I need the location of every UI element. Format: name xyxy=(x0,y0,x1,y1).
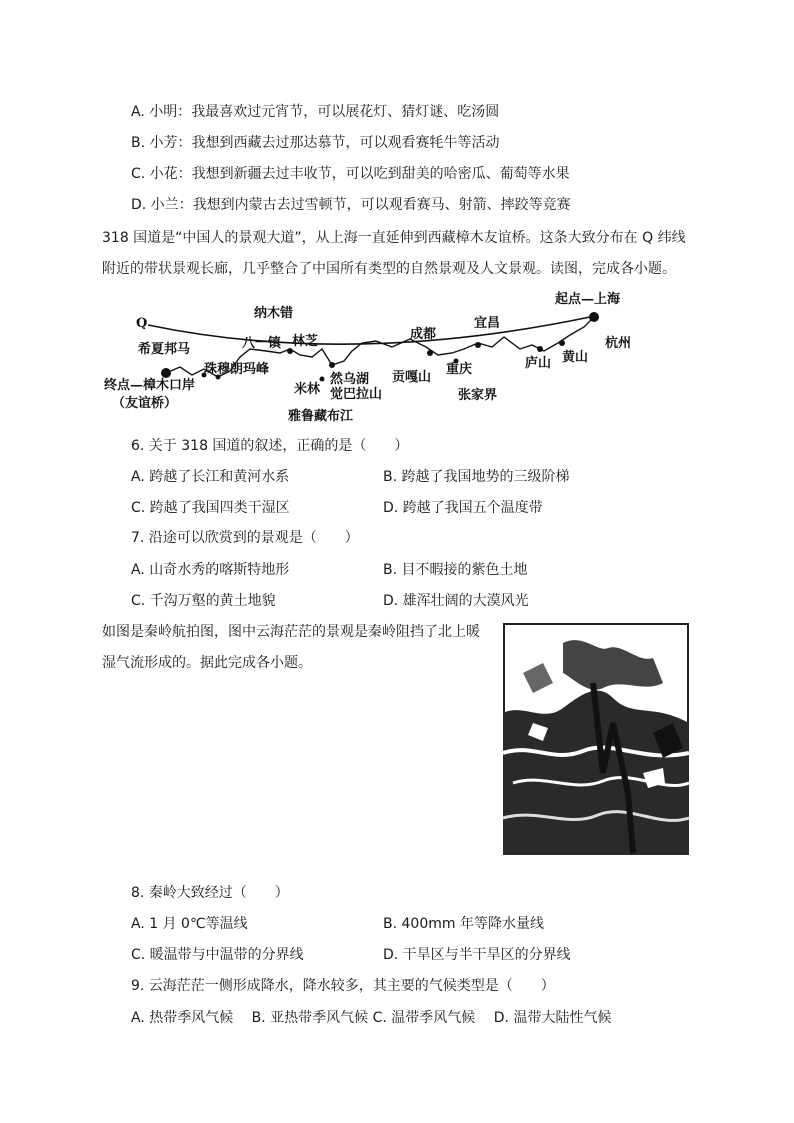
q7-option-c: C. 千沟万壑的黄土地貌 xyxy=(131,593,276,609)
q9-stem: 9. 云海茫茫一侧形成降水，降水较多，其主要的气候类型是（ ） xyxy=(131,978,555,994)
q5-option-a: A. 小明：我最喜欢过元宵节，可以展花灯、猜灯谜、吃汤圆 xyxy=(131,104,500,120)
map-label-xixiabangma: 希夏邦马 xyxy=(138,342,191,357)
q6-option-c: C. 跨越了我国四类干湿区 xyxy=(131,500,290,516)
q6-stem: 6. 关于 318 国道的叙述，正确的是（ ） xyxy=(131,438,409,454)
q8-option-c: C. 暖温带与中温带的分界线 xyxy=(131,947,304,963)
map-label-namco: 纳木错 xyxy=(254,306,294,321)
map-label-hangzhou: 杭州 xyxy=(605,336,632,351)
map-label-zhangjiajie: 张家界 xyxy=(458,388,498,403)
q7-option-d: D. 雄浑壮阔的大漠风光 xyxy=(383,593,529,609)
latitude-line-q xyxy=(148,317,590,344)
map-label-bayi: 八一镇 xyxy=(242,336,282,351)
map-label-chengdu: 成都 xyxy=(410,327,437,342)
q6-option-a: A. 跨越了长江和黄河水系 xyxy=(131,469,290,485)
q8-option-b: B. 400mm 年等降水量线 xyxy=(383,916,544,932)
map-label-q: Q xyxy=(136,316,148,331)
passage-qinling-line2: 湿气流形成的。据此完成各小题。 xyxy=(102,655,312,671)
map-label-end-bridge: （友谊桥） xyxy=(112,396,178,411)
map-label-huangshan: 黄山 xyxy=(562,350,589,365)
q6-option-d: D. 跨越了我国五个温度带 xyxy=(383,500,543,516)
q6-option-b: B. 跨越了我国地势的三级阶梯 xyxy=(383,469,570,485)
q8-option-d: D. 干旱区与半干旱区的分界线 xyxy=(383,947,571,963)
map-label-lushan: 庐山 xyxy=(525,356,552,371)
map-label-yichang: 宜昌 xyxy=(474,316,501,331)
q5-option-b: B. 小芳：我想到西藏去过那达慕节，可以观看赛牦牛等活动 xyxy=(131,135,500,151)
map-label-yarlung: 雅鲁藏布江 xyxy=(288,409,354,424)
q9-options: A. 热带季风气候 B. 亚热带季风气候 C. 温带季风气候 D. 温带大陆性气候 xyxy=(131,1010,612,1026)
route-318-map xyxy=(100,287,660,432)
map-label-ranwu: 然乌湖 xyxy=(330,372,370,387)
map-label-boxula: 觉巴拉山 xyxy=(330,387,383,402)
q7-option-a: A. 山奇水秀的喀斯特地形 xyxy=(131,562,290,578)
q5-option-c: C. 小花：我想到新疆去过丰收节，可以吃到甜美的哈密瓜、葡萄等水果 xyxy=(131,166,570,182)
start-point-marker xyxy=(589,312,599,322)
passage-318-line2: 附近的带状景观长廊，几乎整合了中国所有类型的自然景观及人文景观。读图，完成各小题。 xyxy=(102,261,676,277)
q7-stem: 7. 沿途可以欣赏到的景观是（ ） xyxy=(131,530,359,546)
q7-option-b: B. 目不暇接的紫色土地 xyxy=(383,562,528,578)
end-point-marker xyxy=(161,368,171,378)
passage-318-line1: 318 国道是“中国人的景观大道”，从上海一直延伸到西藏樟木友谊桥。这条大致分布在 Q 纬线 xyxy=(102,230,686,246)
map-label-end: 终点—樟木口岸 xyxy=(104,378,196,393)
q5-option-d: D. 小兰：我想到内蒙古去过雪顿节，可以观看赛马、射箭、摔跤等竞赛 xyxy=(131,197,571,213)
map-label-zhufeng: 珠穆朗玛峰 xyxy=(204,362,270,377)
map-label-gonggashan: 贡嘎山 xyxy=(392,370,432,385)
q8-option-a: A. 1 月 0℃等温线 xyxy=(131,916,248,932)
map-label-chongqing: 重庆 xyxy=(446,362,473,377)
map-label-start: 起点—上海 xyxy=(555,292,621,307)
map-label-linzhi: 林芝 xyxy=(292,334,319,349)
q8-stem: 8. 秦岭大致经过（ ） xyxy=(131,885,289,901)
passage-qinling-line1: 如图是秦岭航拍图，图中云海茫茫的景观是秦岭阻挡了北上暖 xyxy=(102,624,480,640)
qinling-aerial-photo xyxy=(503,623,689,855)
map-label-milin: 米林 xyxy=(294,382,321,397)
